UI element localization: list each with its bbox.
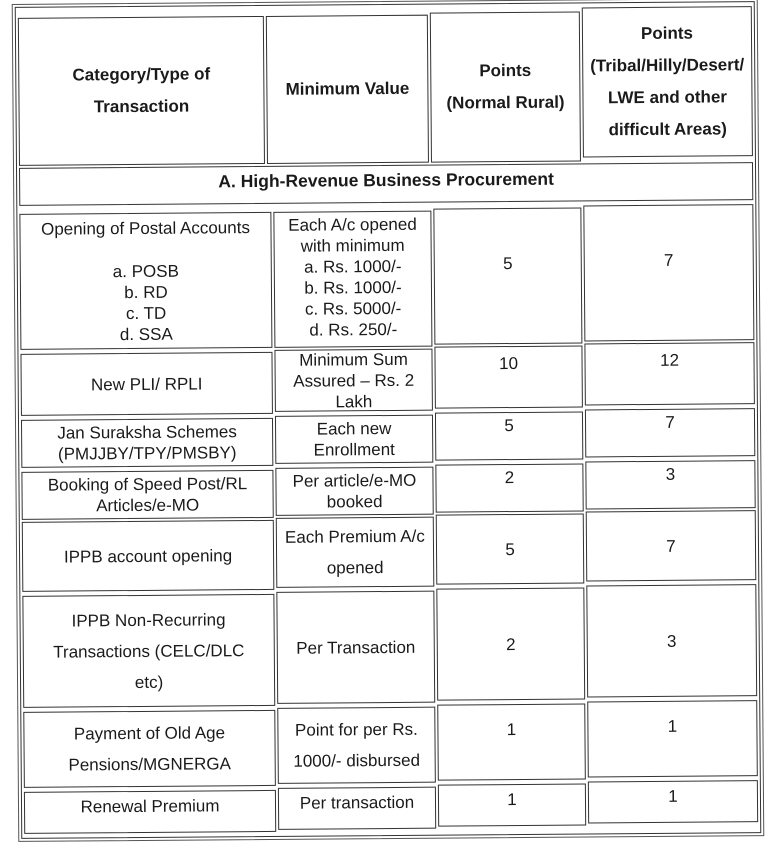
row-speed-post-minimum <box>275 467 433 516</box>
row-speed-post-normal <box>435 463 583 512</box>
section-title <box>19 162 753 206</box>
header-category <box>18 16 265 166</box>
header-category-line: Category/Type of <box>72 64 211 85</box>
header-minimum-value <box>266 15 429 164</box>
cell-value: 5 <box>502 254 513 274</box>
row-ippb-account-category <box>22 520 275 592</box>
row-jan-suraksha-minimum <box>275 415 433 464</box>
row-speed-post-difficult <box>585 460 755 509</box>
cell-line: Per Transaction <box>296 637 416 658</box>
header-difficult-line: difficult Areas) <box>608 119 727 140</box>
cell-line: Per transaction <box>299 792 415 813</box>
header-difficult-line: LWE and other <box>607 87 728 108</box>
cell-line: booked <box>326 492 383 512</box>
points-table <box>15 1 762 839</box>
row-pensions-minimum <box>277 707 436 784</box>
row-ippb-account-difficult <box>586 510 757 581</box>
row-ippb-nonrecurring-category <box>22 594 275 708</box>
header-difficult-line: Points <box>640 23 694 44</box>
row-ippb-nonrecurring-normal <box>436 587 585 700</box>
header-difficult-line: (Tribal/Hilly/Desert/ <box>590 55 745 76</box>
cell-line: Payment of Old Age <box>73 723 226 744</box>
cell-value: 3 <box>665 464 676 484</box>
row-ippb-nonrecurring-difficult <box>586 584 757 697</box>
cell-value: 7 <box>663 250 674 270</box>
header-points-normal <box>430 11 581 162</box>
cell-line: opened <box>326 558 384 578</box>
row-renewal-normal <box>438 783 586 826</box>
cell-value: 1 <box>667 716 678 736</box>
cell-line: Point for per Rs. <box>294 719 418 740</box>
cell-line: d. Rs. 250/- <box>309 319 398 340</box>
cell-line: a. Rs. 1000/- <box>304 256 402 277</box>
row-pli-difficult <box>584 342 754 405</box>
row-pli-minimum <box>274 349 432 412</box>
cell-line: Jan Suraksha Schemes <box>57 422 237 443</box>
header-normal-line: Points <box>479 60 532 81</box>
cell-value: 1 <box>506 720 517 740</box>
row-renewal-difficult <box>588 780 758 823</box>
section-title-text: A. High-Revenue Business Procurement <box>218 168 554 192</box>
cell-value: 7 <box>666 536 676 556</box>
cell-value: 10 <box>499 353 519 374</box>
row-pli-normal <box>434 345 582 408</box>
cell-value: 2 <box>504 468 515 488</box>
cell-value: 5 <box>505 539 515 559</box>
cell-line: Booking of Speed Post/RL <box>47 474 248 495</box>
row-ippb-account-minimum <box>276 517 435 588</box>
cell-value: 12 <box>659 350 680 370</box>
cell-line: New PLI/ RPLI <box>90 373 203 394</box>
cell-line: a. POSB <box>112 261 179 282</box>
cell-value: 3 <box>666 631 677 651</box>
cell-line: Per article/e-MO <box>292 470 417 491</box>
row-postal-accounts-category <box>19 212 272 350</box>
row-postal-accounts-normal <box>433 207 582 344</box>
cell-line: (PMJJBY/TPY/PMSBY) <box>57 443 237 464</box>
row-pensions-normal <box>437 703 586 780</box>
row-jan-suraksha-category <box>21 418 273 468</box>
cell-line: with minimum <box>300 235 405 256</box>
header-normal-line: (Normal Rural) <box>446 92 565 113</box>
header-points-difficult <box>582 6 753 157</box>
row-ippb-nonrecurring-minimum <box>276 591 435 704</box>
row-pensions-category <box>23 710 276 788</box>
header-category-line: Transaction <box>93 96 190 117</box>
cell-line: IPPB Non-Recurring <box>71 609 226 630</box>
cell-line: Lakh <box>335 391 373 411</box>
row-jan-suraksha-difficult <box>585 408 755 457</box>
cell-line: IPPB account opening <box>63 545 233 567</box>
cell-line: Minimum Sum <box>299 349 408 370</box>
cell-value: 5 <box>504 416 514 436</box>
cell-line: Enrollment <box>313 439 395 460</box>
cell-line: c. Rs. 5000/- <box>304 298 402 319</box>
row-jan-suraksha-normal <box>435 411 583 460</box>
cell-line: c. TD <box>125 303 167 324</box>
cell-line: Pensions/MGNERGA <box>68 754 232 775</box>
row-postal-accounts-minimum <box>273 211 432 348</box>
cell-value: 1 <box>507 790 517 810</box>
cell-value: 7 <box>665 412 675 432</box>
cell-line: b. RD <box>124 282 168 303</box>
cell-line: etc) <box>134 672 164 692</box>
cell-line: Articles/e-MO <box>96 495 200 516</box>
row-renewal-category <box>24 790 276 834</box>
cell-line: Each A/c opened <box>288 214 417 235</box>
row-postal-accounts-difficult <box>583 204 754 341</box>
row-renewal-minimum <box>278 787 436 830</box>
cell-line: Transactions (CELC/DLC <box>53 640 245 662</box>
cell-line: Each new <box>316 418 392 439</box>
header-minimum-line: Minimum Value <box>285 78 410 99</box>
cell-value: 1 <box>668 786 678 806</box>
cell-line: b. Rs. 1000/- <box>304 277 402 298</box>
cell-line: d. SSA <box>119 324 173 345</box>
document-page <box>15 1 764 840</box>
cell-line: Each Premium A/c <box>284 526 425 547</box>
cell-value: 2 <box>505 634 516 654</box>
cell-line: Assured – Rs. 2 <box>293 370 415 391</box>
cell-line: Opening of Postal Accounts <box>40 218 250 239</box>
row-speed-post-category <box>21 470 273 520</box>
row-pensions-difficult <box>587 700 758 777</box>
row-ippb-account-normal <box>436 513 585 584</box>
row-pli-category <box>20 352 272 416</box>
cell-line: 1000/- disbursed <box>293 750 421 771</box>
cell-line: Renewal Premium <box>80 796 220 817</box>
